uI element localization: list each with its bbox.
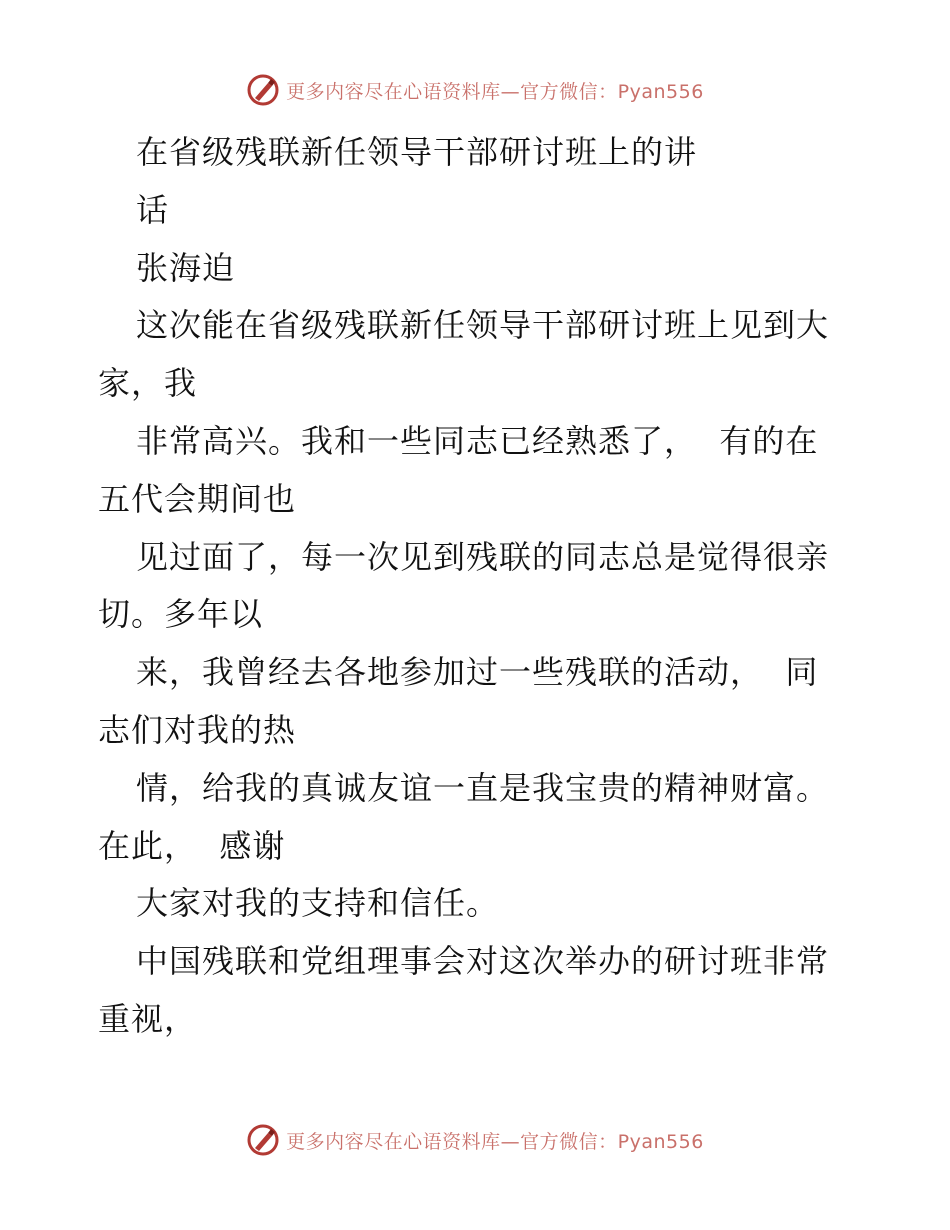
doc-title-line-2: 话: [136, 190, 170, 229]
paragraph-line: 重视，: [98, 999, 198, 1038]
header-banner: [0, 70, 950, 110]
footer-banner: [0, 1120, 950, 1160]
pen-circle-logo-icon: [246, 1123, 280, 1157]
paragraph-line: 见过面了，每一次见到残联的同志总是觉得很亲: [136, 537, 830, 576]
paragraph-line: 情，给我的真诚友谊一直是我宝贵的精神财富。: [136, 768, 830, 807]
paragraph-line: 五代会期间也: [98, 479, 297, 518]
footer-banner-text: 更多内容尽在心语资料库—官方微信：Pyan556: [286, 1130, 704, 1153]
header-banner-text: 更多内容尽在心语资料库—官方微信：Pyan556: [286, 80, 704, 103]
document-body: [98, 124, 858, 1049]
paragraph-line: 家，我: [98, 364, 198, 403]
paragraph-line: 切。多年以: [98, 595, 264, 634]
paragraph-line: 中国残联和党组理事会对这次举办的研讨班非常: [136, 942, 830, 981]
doc-author: 张海迫: [136, 248, 236, 287]
paragraph-line: 非常高兴。我和一些同志已经熟悉了， 有的在: [136, 421, 819, 460]
paragraph-line: 在此， 感谢: [98, 826, 286, 865]
doc-title-line-1: 在省级残联新任领导干部研讨班上的讲: [136, 133, 698, 171]
paragraph-line: 大家对我的支持和信任。: [136, 884, 500, 923]
pen-circle-logo-icon: [246, 73, 280, 107]
paragraph-line: 来，我曾经去各地参加过一些残联的活动， 同: [136, 653, 819, 692]
paragraph-line: 这次能在省级残联新任领导干部研讨班上见到大: [136, 306, 830, 345]
paragraph-line: 志们对我的热: [98, 710, 297, 749]
